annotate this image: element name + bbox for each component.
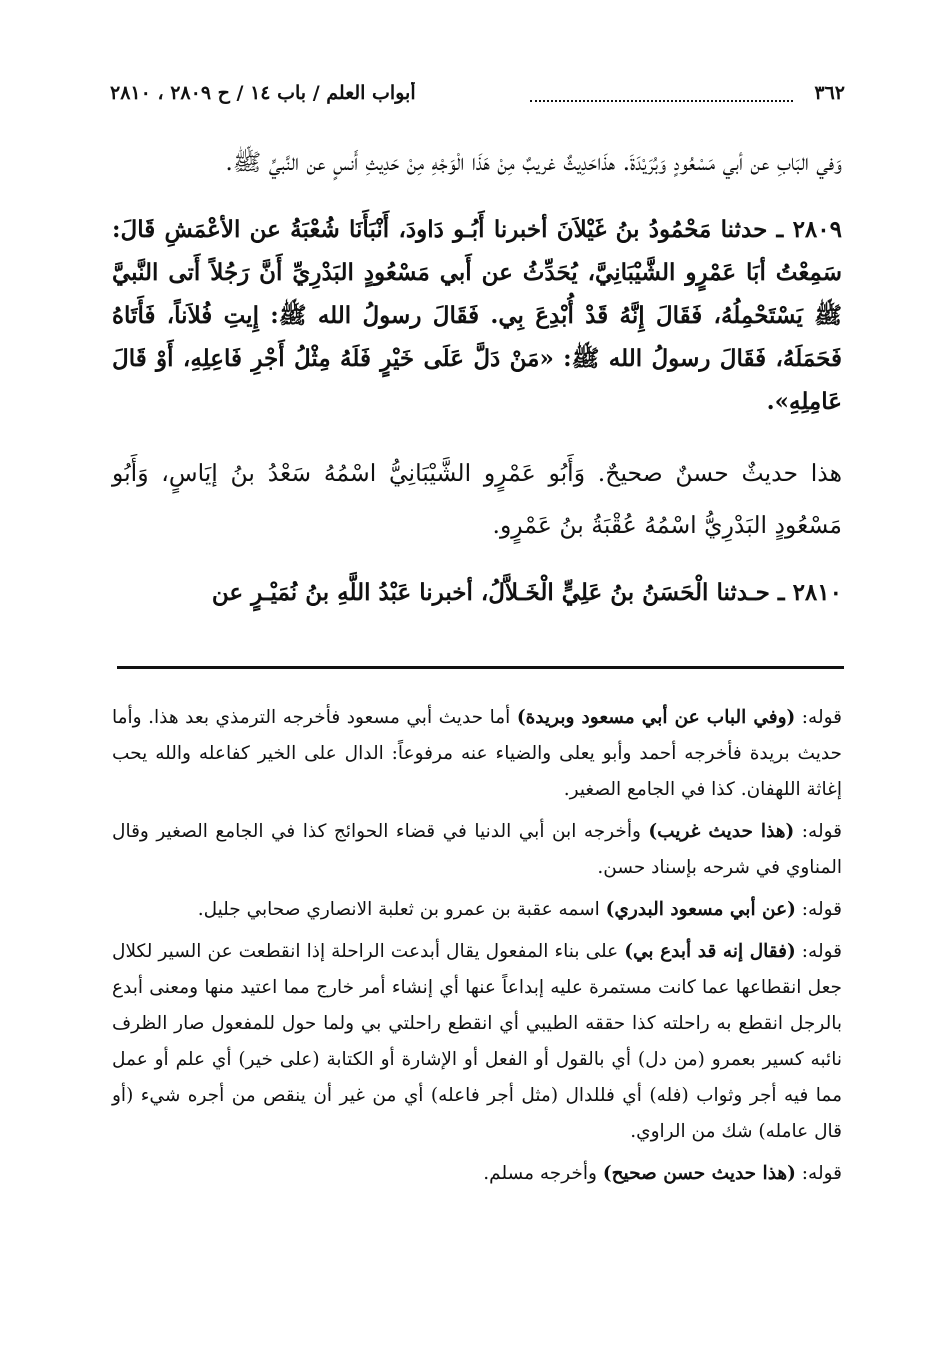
commentary-note [112,814,842,886]
commentary-note [112,892,842,928]
running-title: أبواب العلم / باب ١٤ / ح ٢٨٠٩ ، ٢٨١٠ [110,82,416,104]
hadith-number: ٢٨٠٩ [792,216,842,243]
hadith-text: ـ حدثنا مَحْمُودُ بنُ غَيْلاَنَ أخبرنا أَبُـو دَاودَ، أَنْبَأَنَا شُعْبَةُ عن الأعْمَشِ قَالَ: سَمِعْتُ أبَا عَمْرٍو الشَّيْبَانِيَّ، يُحَدِّثُ عن أَبي مَسْعُودٍ البَدْرِيِّ أَنَّ رَجُلاً أَتى النَّبيَّ ﷺ يَسْتَحْمِلُهُ، فَقَالَ إِنَّهُ قَدْ أُبْدِعَ بِي. فَقَالَ رسولُ الله ﷺ: إِيتِ فُلاَناً، فَأَتَاهُ فَحَمَلَهُ، فَقَالَ رسولُ الله ﷺ: «مَنْ دَلَّ عَلَى خَيْرٍ فَلَهُ مِثْلُ أَجْرِ فَاعِلِهِ، أَوْ قَالَ عَامِلِهِ». [112,216,842,415]
page-header [110,82,845,112]
commentary-note [112,700,842,808]
commentary-note [112,1156,842,1192]
main-text [112,136,842,638]
note-quote: (عن أبي مسعود البدري) [605,899,796,920]
note-quote: (هذا حديث غريب) [648,821,795,842]
note-text: أما حديث أبي مسعود فأخرجه الترمذي بعد هذا. وأما حديث بريدة فأخرجه أحمد وأبو يعلى والضياء عنه مرفوعاً: الدال على الخير كفاعله والله يحب إغاثة اللهفان. كذا في الجامع الصغير. [112,707,842,800]
header-leader-dots [530,84,793,102]
paragraph-chapter-note: وَفي البَابِ عن أبي مَسْعُودٍ وَبُرَيْدَةَ. هذَاحَدِيثٌ غريبٌ مِنْ هَذَا الْوَجْهِ مِنْ حَدِيثِ أَنسٍ عن النَّبيِّ ﷺ. [225,148,842,176]
footnote-separator [117,666,844,669]
hadith-2810 [112,571,842,614]
hadith-2809 [112,208,842,423]
note-text: وأخرجه مسلم. [483,1163,603,1184]
hadith-text: ـ حـدثنا الْحَسَنُ بنُ عَلِيٍّ الْخَـلاَّلُ، أخبرنا عَبْدُ اللَّهِ بنُ نُمَيْـرٍ عن [211,579,793,606]
note-lead: قوله: [795,941,842,962]
note-quote: (هذا حديث حسن صحيح) [602,1163,796,1184]
hadith-number: ٢٨١٠ [792,579,842,606]
commentary-note [112,934,842,1150]
note-lead: قوله: [795,1163,842,1184]
note-text: وأخرجه ابن أبي الدنيا في قضاء الحوائج كذا في الجامع الصغير وقال المناوي في شرحه بإسناد حسن. [112,821,842,878]
note-text: اسمه عقبة بن عمرو بن ثعلبة الانصاري صحابي جليل. [197,899,606,920]
commentary [112,700,842,1198]
note-quote: (فقال إنه قد أبدع بي) [624,941,796,962]
page-number: ٣٦٢ [814,82,845,104]
note-lead: قوله: [795,899,842,920]
note-quote: (وفي الباب عن أبي مسعود وبريدة) [516,707,796,728]
note-text: على بناء المفعول يقال أبدعت الراحلة إذا انقطعت عن السير لكلال جعل انقطاعها عما كانت مستمرة عليه إبداعاً عنها أي إنشاء أمر خارج مما اعتيد منها ومعنى أبدع بالرجل انقطع به راحلته كذا حققه الطيبي أي انقطع راحلتي بي ولما حول للمفعول صار الظرف نائبه كسير بعمرو (من دل) أي بالقول أو الفعل أو الإشارة أو الكتابة (على خير) أي علم أو عمل مما فيه أجر وثواب (فله) أي فللدال (مثل أجر فاعله) أي من غير أن ينقص من أجره شيء (أو قال عامله) شك من الراوي. [112,941,842,1142]
note-lead: قوله: [795,707,842,728]
note-lead: قوله: [794,821,842,842]
paragraph-grading: هذا حديثٌ حسنٌ صحيحٌ. وَأَبُو عَمْرٍو الشَّيْبَانِيُّ اسْمُهُ سَعْدُ بنُ إيَاسٍ، وَأَبُو مَسْعُودٍ البَدْرِيُّ اسْمُهُ عُقْبَةُ بنُ عَمْرٍو. [112,459,842,539]
